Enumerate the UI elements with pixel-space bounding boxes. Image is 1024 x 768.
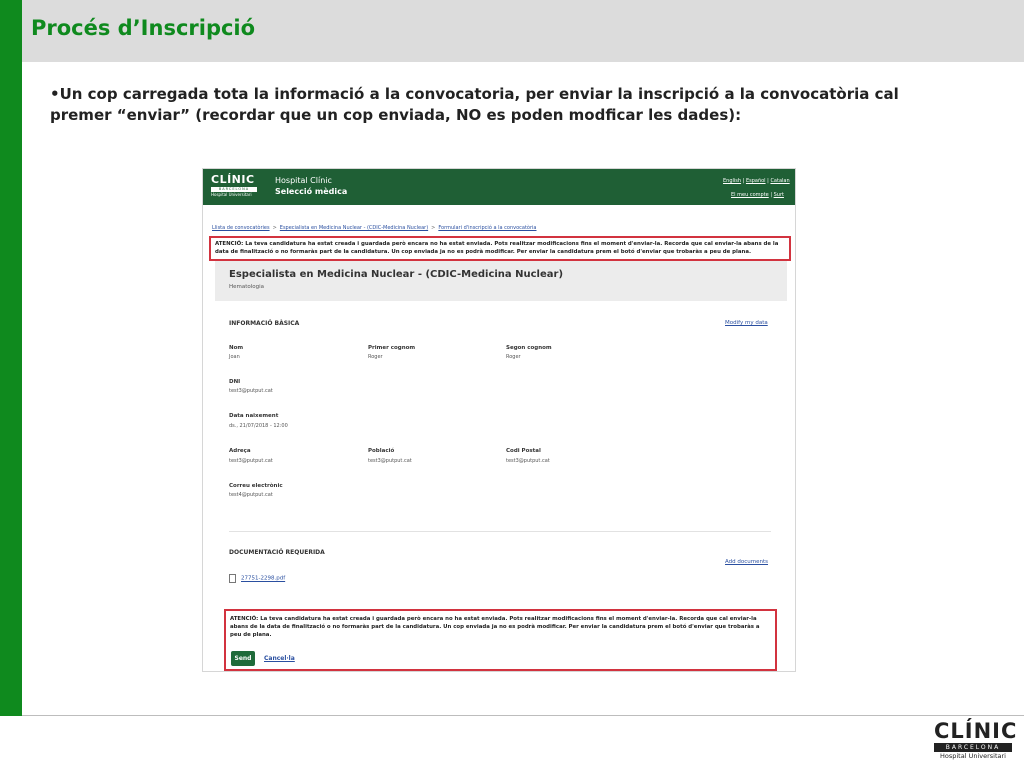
logo-subtitle: Hospital Universitari: [940, 752, 1006, 760]
header-logo-band: BARCELONA: [211, 187, 257, 192]
warning-alert-bottom: [224, 609, 777, 671]
app-name-line2: Selecció mèdica: [275, 187, 348, 196]
language-switcher: English | Español | Catalan: [723, 178, 790, 184]
instruction-bullet: •Un cop carregada tota la informació a la convocatoria, per enviar la inscripció a la convocatòria cal premer “enviar” (recordar que un cop enviada, NO es poden modficar les dades):: [50, 85, 899, 124]
embedded-screenshot: [202, 168, 796, 672]
warning-alert-bottom-text: ATENCIÓ: La teva candidatura ha estat creada i guardada però encara no ha estat enviada. Pots realitzar modificacions fins el moment d'enviar-la. Recorda que cal enviar-la abans de la data de finalització o no formaràs part de la candidatura. Un cop enviada ja no es podrà modificar. Per enviar la candidatura prem el botó d'enviar que trobaràs a peu de plana.: [230, 616, 760, 638]
document-row: [229, 574, 285, 583]
file-icon: [229, 574, 236, 583]
segon-cognom-label: Segon cognom: [506, 345, 552, 351]
job-header-card: [215, 261, 787, 301]
documents-heading: DOCUMENTACIÓ REQUERIDA: [229, 549, 325, 556]
address-label: Adreça: [229, 448, 251, 454]
lang-espanol-link[interactable]: Español: [745, 178, 766, 184]
warning-alert-top: ATENCIÓ: La teva candidatura ha estat creada i guardada però encara no ha estat enviada. Pots realitzar modificacions fins el moment d'enviar-la. Recorda que cal enviar-la abans de la data de finalització o no formaràs part de la candidatura. Un cop enviada ja no es podrà modificar. Per enviar la candidatura prem el botó d'enviar que trobaràs a peu de plana.: [209, 236, 791, 261]
lang-catalan-link[interactable]: Catalan: [770, 178, 790, 184]
lang-english-link[interactable]: English: [723, 178, 742, 184]
segon-cognom-value: Roger: [506, 354, 521, 360]
job-title: Especialista en Medicina Nuclear - (CDIC-Medicina Nuclear): [229, 269, 564, 280]
city-value: test3@putput.cat: [368, 458, 412, 464]
send-button[interactable]: Send: [231, 651, 255, 666]
app-header: [203, 169, 795, 205]
email-label: Correu electrònic: [229, 483, 283, 489]
dni-label: DNI: [229, 379, 241, 385]
app-name-line1: Hospital Clínic: [275, 176, 332, 185]
header-logo-word: CLÍNIC: [211, 173, 255, 186]
document-link[interactable]: 27751-2298.pdf: [241, 575, 286, 582]
primer-cognom-label: Primer cognom: [368, 345, 416, 351]
my-account-link[interactable]: El meu compte: [731, 192, 769, 198]
nom-label: Nom: [229, 345, 244, 351]
breadcrumb: Llista de convocatòries > Especialista en Medicina Nuclear - (CDIC-Medicina Nuclear) > Formulari d'inscripció a la convocatòria: [212, 225, 537, 231]
zip-value: test3@putput.cat: [506, 458, 550, 464]
nom-value: Joan: [229, 354, 240, 360]
clinic-logo: [934, 719, 1018, 764]
user-links: El meu compte | Surt: [731, 192, 784, 198]
birth-date-value: ds., 21/07/2018 - 12:00: [229, 423, 288, 429]
breadcrumb-item[interactable]: Formulari d'inscripció a la convocatòria: [438, 225, 537, 231]
breadcrumb-item[interactable]: Llista de convocatòries: [212, 225, 270, 231]
zip-label: Codi Postal: [506, 448, 541, 454]
basic-info-heading: INFORMACIÓ BÀSICA: [229, 320, 300, 327]
logo-word: CLÍNIC: [934, 719, 1018, 743]
logo-band: BARCELONA: [934, 743, 1012, 752]
modify-data-link[interactable]: Modify my data: [725, 320, 768, 326]
primer-cognom-value: Roger: [368, 354, 383, 360]
cancel-link[interactable]: Cancel·la: [264, 655, 295, 662]
header-logo[interactable]: [211, 174, 257, 198]
footer-divider: [22, 715, 1024, 716]
add-documents-link[interactable]: Add documents: [725, 559, 769, 565]
left-accent-bar: [0, 0, 22, 716]
logout-link[interactable]: Surt: [773, 192, 784, 198]
dni-value: test3@putput.cat: [229, 388, 273, 394]
job-department: Hematologia: [229, 284, 265, 290]
header-logo-subtitle: Hospital Universitari: [211, 192, 252, 197]
section-divider: [229, 531, 771, 532]
city-label: Població: [368, 448, 395, 454]
birth-date-label: Data naixement: [229, 413, 279, 419]
slide-title: Procés d’Inscripció: [31, 16, 256, 40]
address-value: test3@putput.cat: [229, 458, 273, 464]
breadcrumb-item[interactable]: Especialista en Medicina Nuclear - (CDIC-Medicina Nuclear): [279, 225, 429, 231]
email-value: test4@putput.cat: [229, 492, 273, 498]
